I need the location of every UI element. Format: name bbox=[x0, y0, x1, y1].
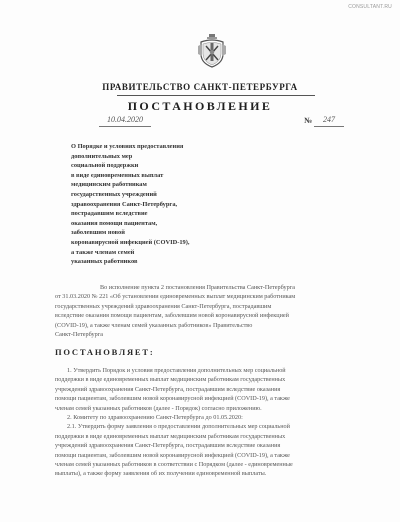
body-line: помощи пациентам, заболевшим новой коронавирусной инфекцией (COVID-19), а также bbox=[55, 451, 290, 459]
preamble-line: (COVID-19), а также членам семей указанных работников» Правительство bbox=[55, 321, 253, 329]
preamble-paragraph bbox=[55, 283, 367, 339]
decree-heading: ПОСТАНОВЛЯЕТ: bbox=[55, 347, 155, 357]
preamble-line: Санкт-Петербурга bbox=[55, 331, 104, 339]
title-line: коронавирусной инфекцией (COVID-19), bbox=[71, 238, 190, 246]
body-line: учреждений здравоохранения Санкт-Петербурга, пострадавшим вследствие оказания bbox=[55, 385, 281, 393]
title-line: указанных работников bbox=[71, 258, 138, 266]
body-line: 1. Утвердить Порядок и условия предоставления дополнительных мер социальной bbox=[67, 367, 286, 374]
title-line: в виде единовременных выплат bbox=[71, 171, 164, 179]
preamble-line: государственных учреждений здравоохранения Санкт-Петербурга, пострадавшим bbox=[55, 302, 272, 310]
title-line: оказания помощи пациентам, bbox=[71, 219, 158, 227]
document-title bbox=[71, 142, 231, 267]
document-type-heading: ПОСТАНОВЛЕНИЕ bbox=[127, 99, 273, 113]
header-rule bbox=[117, 95, 315, 96]
government-name: ПРАВИТЕЛЬСТВО САНКТ-ПЕТЕРБУРГА bbox=[102, 82, 298, 92]
body-line: поддержки в виде единовременных выплат медицинским работникам государственных bbox=[55, 376, 286, 384]
body-line: членам семей указанных работников в соответствии с Порядком (далее - единовременные bbox=[55, 461, 293, 469]
preamble-line: от 31.03.2020 № 221 «Об установлении единовременных выплат медицинским работникам bbox=[55, 293, 296, 301]
title-line: государственных учреждений bbox=[71, 190, 157, 198]
corner-watermark: CONSULTANT.RU bbox=[348, 4, 392, 10]
body-line: выплаты), а также форму заявления об их получении единовременной выплаты. bbox=[55, 470, 267, 478]
title-line: пострадавшим вследствие bbox=[71, 210, 148, 218]
preamble-line: Во исполнение пункта 2 постановления Правительства Санкт-Петербурга bbox=[100, 284, 295, 291]
document-number-label: № bbox=[304, 116, 313, 125]
title-line: а также членам семей bbox=[71, 248, 135, 256]
body-line: помощи пациентам, заболевшим новой коронавирусной инфекцией (COVID-19), а также bbox=[55, 395, 290, 403]
title-line: дополнительных мер bbox=[71, 152, 133, 160]
title-line: О Порядке и условиях предоставления bbox=[71, 143, 184, 150]
body-line: поддержки в виде единовременных выплат медицинским работникам государственных bbox=[55, 432, 286, 440]
title-line: социальной поддержки bbox=[71, 162, 139, 170]
body-line: членам семей указанных работников (далее - Порядок) согласно приложению. bbox=[55, 404, 262, 412]
title-line: медицинским работникам bbox=[71, 181, 147, 189]
body-line: 2.1. Утвердить форму заявления о предоставлении дополнительных мер социальной bbox=[67, 423, 290, 431]
title-line: заболевшим новой bbox=[71, 229, 125, 237]
document-number: 247 bbox=[314, 114, 344, 127]
decree-body bbox=[55, 366, 367, 479]
document-date: 10.04.2020 bbox=[99, 114, 151, 127]
preamble-line: вследствие оказания помощи пациентам, заболевшим новой коронавирусной инфекцией bbox=[55, 312, 289, 320]
title-line: здравоохранения Санкт-Петербурга, bbox=[71, 200, 178, 208]
body-line: 2. Комитету по здравоохранению Санкт-Петербурга до 01.05.2020: bbox=[67, 414, 243, 422]
body-line: учреждений здравоохранения Санкт-Петербурга, пострадавшим вследствие оказания bbox=[55, 442, 281, 450]
coat-of-arms-icon bbox=[198, 34, 226, 68]
